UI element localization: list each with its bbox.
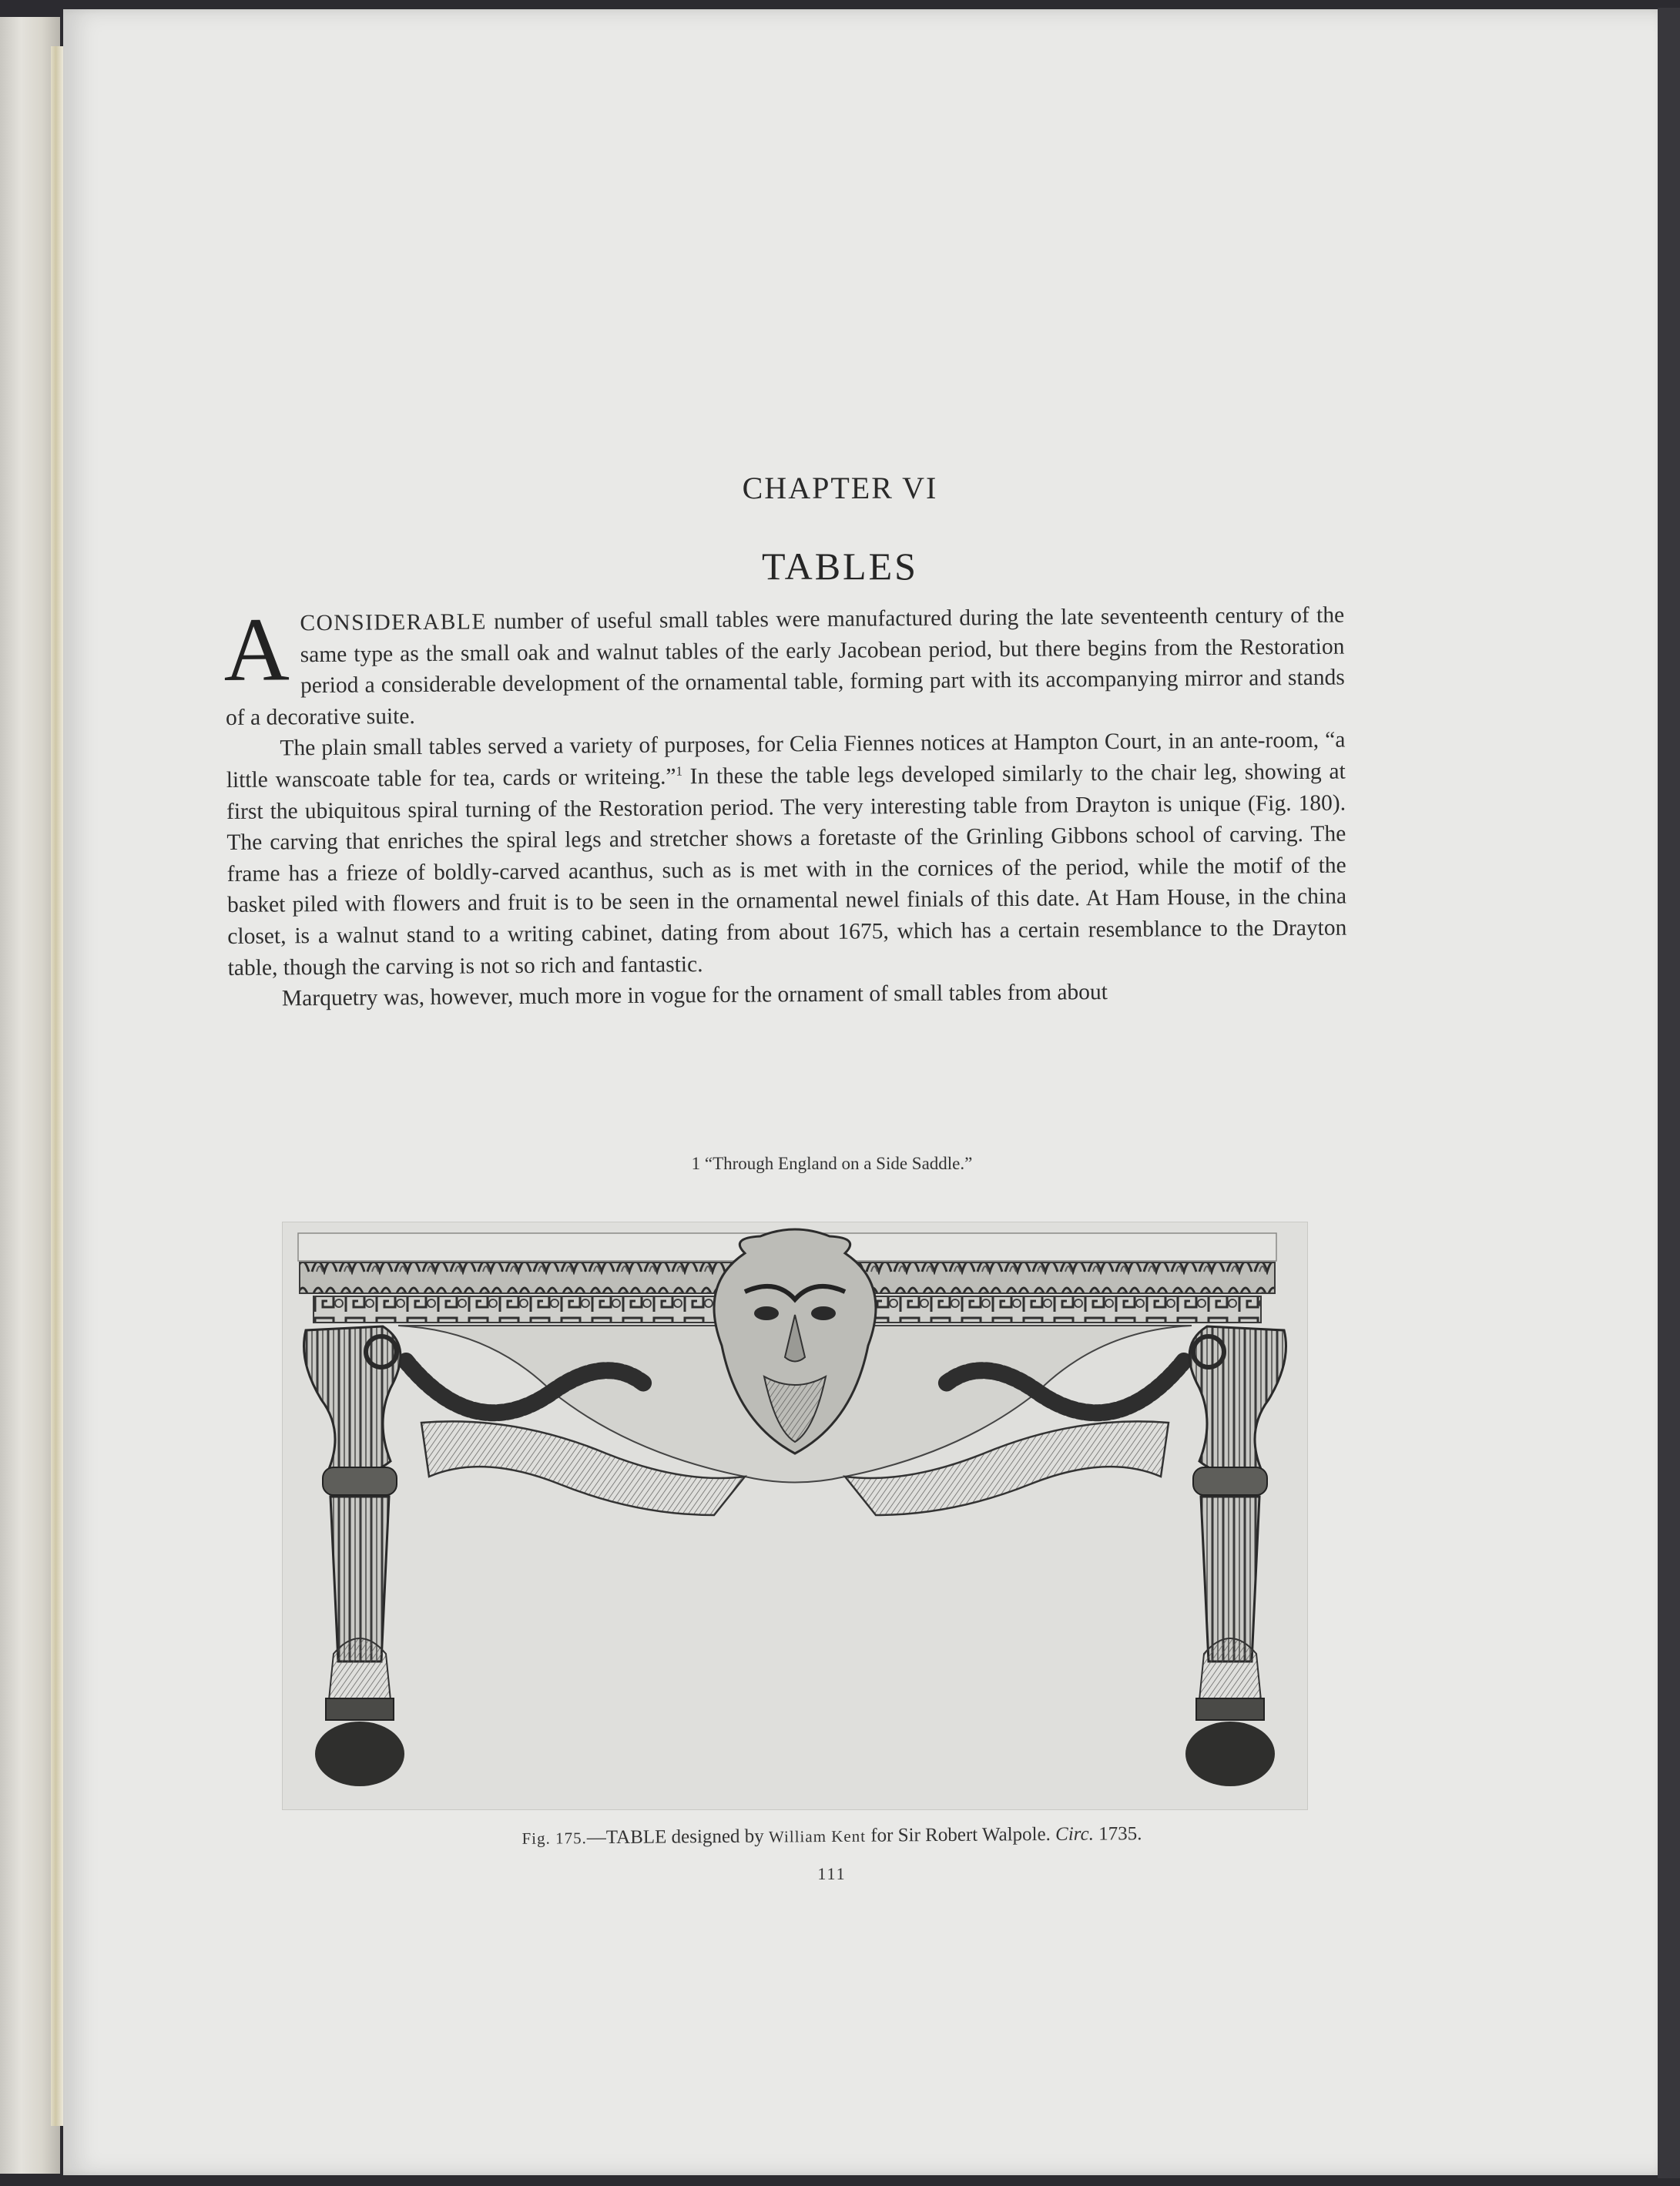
caption-owner: for Sir Robert Walpole. <box>865 1823 1056 1846</box>
gutter-paper-edge <box>51 46 63 2126</box>
lead-in-smallcaps: CONSIDERABLE <box>300 609 488 636</box>
footnote: 1 “Through England on a Side Saddle.” <box>691 1154 973 1173</box>
chapter-title: TABLES <box>762 545 918 588</box>
footnote-reference: 1 <box>676 763 683 779</box>
paragraph-2-text: The plain small tables served a variety of purposes, for Celia Fiennes notices at Hampton Court, in an ante-room, “a little wanscoate table for tea, cards or writeing.” <box>226 727 1346 793</box>
paragraph-2-text-continued: In these the table legs developed similarly to the chair leg, showing at first the ubiquitous spiral turning of the Restoration period. The very interesting table from Drayton is unique (Fig. 180). The carving that enriches the spiral legs and stretcher shows a foretaste of the Grinling Gibbons school of carving. The frame has a frieze of boldly-carved acanthus, such as is met with in the cornices of the period, while the motif of the basket piled with flowers and fruit is to be seen in the ornamental newel finials of this date. At Ham House, in the china closet, is a walnut stand to a writing cabinet, dating from about 1675, which has a certain resemblance to the Drayton table, though the carving is not so rich and fantastic. <box>226 759 1347 981</box>
caption-year: 1735. <box>1093 1823 1142 1845</box>
paragraph-1-text: number of useful small tables were manufactured during the late seventeenth century of the same type as the small oak and walnut tables of the early Jacobean period, but there begins from the Restoration period a considerable development of the ornamental table, forming part with its accompanying mirror and stands of a decorative suite. <box>225 602 1345 730</box>
caption-designer: William Kent <box>768 1826 867 1846</box>
left-leg <box>304 1326 405 1786</box>
paragraph-2 <box>226 725 1347 984</box>
page-number: 111 <box>817 1864 847 1883</box>
right-cover-edge <box>1658 8 1680 2178</box>
figure-table-engraving <box>282 1222 1308 1810</box>
chapter-heading: CHAPTER VI <box>742 471 938 505</box>
caption-fig-number: Fig. 175. <box>521 1829 587 1848</box>
caption-text: —TABLE designed by <box>586 1826 770 1849</box>
table-illustration <box>283 1222 1307 1809</box>
paragraph-1 <box>225 600 1345 734</box>
right-leg <box>1185 1326 1286 1786</box>
paragraph-3-text: Marquetry was, however, much more in vogue for the ornament of small tables from about <box>281 980 1108 1011</box>
caption-circa: Circ. <box>1055 1823 1095 1845</box>
drop-cap: A <box>223 598 290 701</box>
body-text <box>225 600 1347 1015</box>
